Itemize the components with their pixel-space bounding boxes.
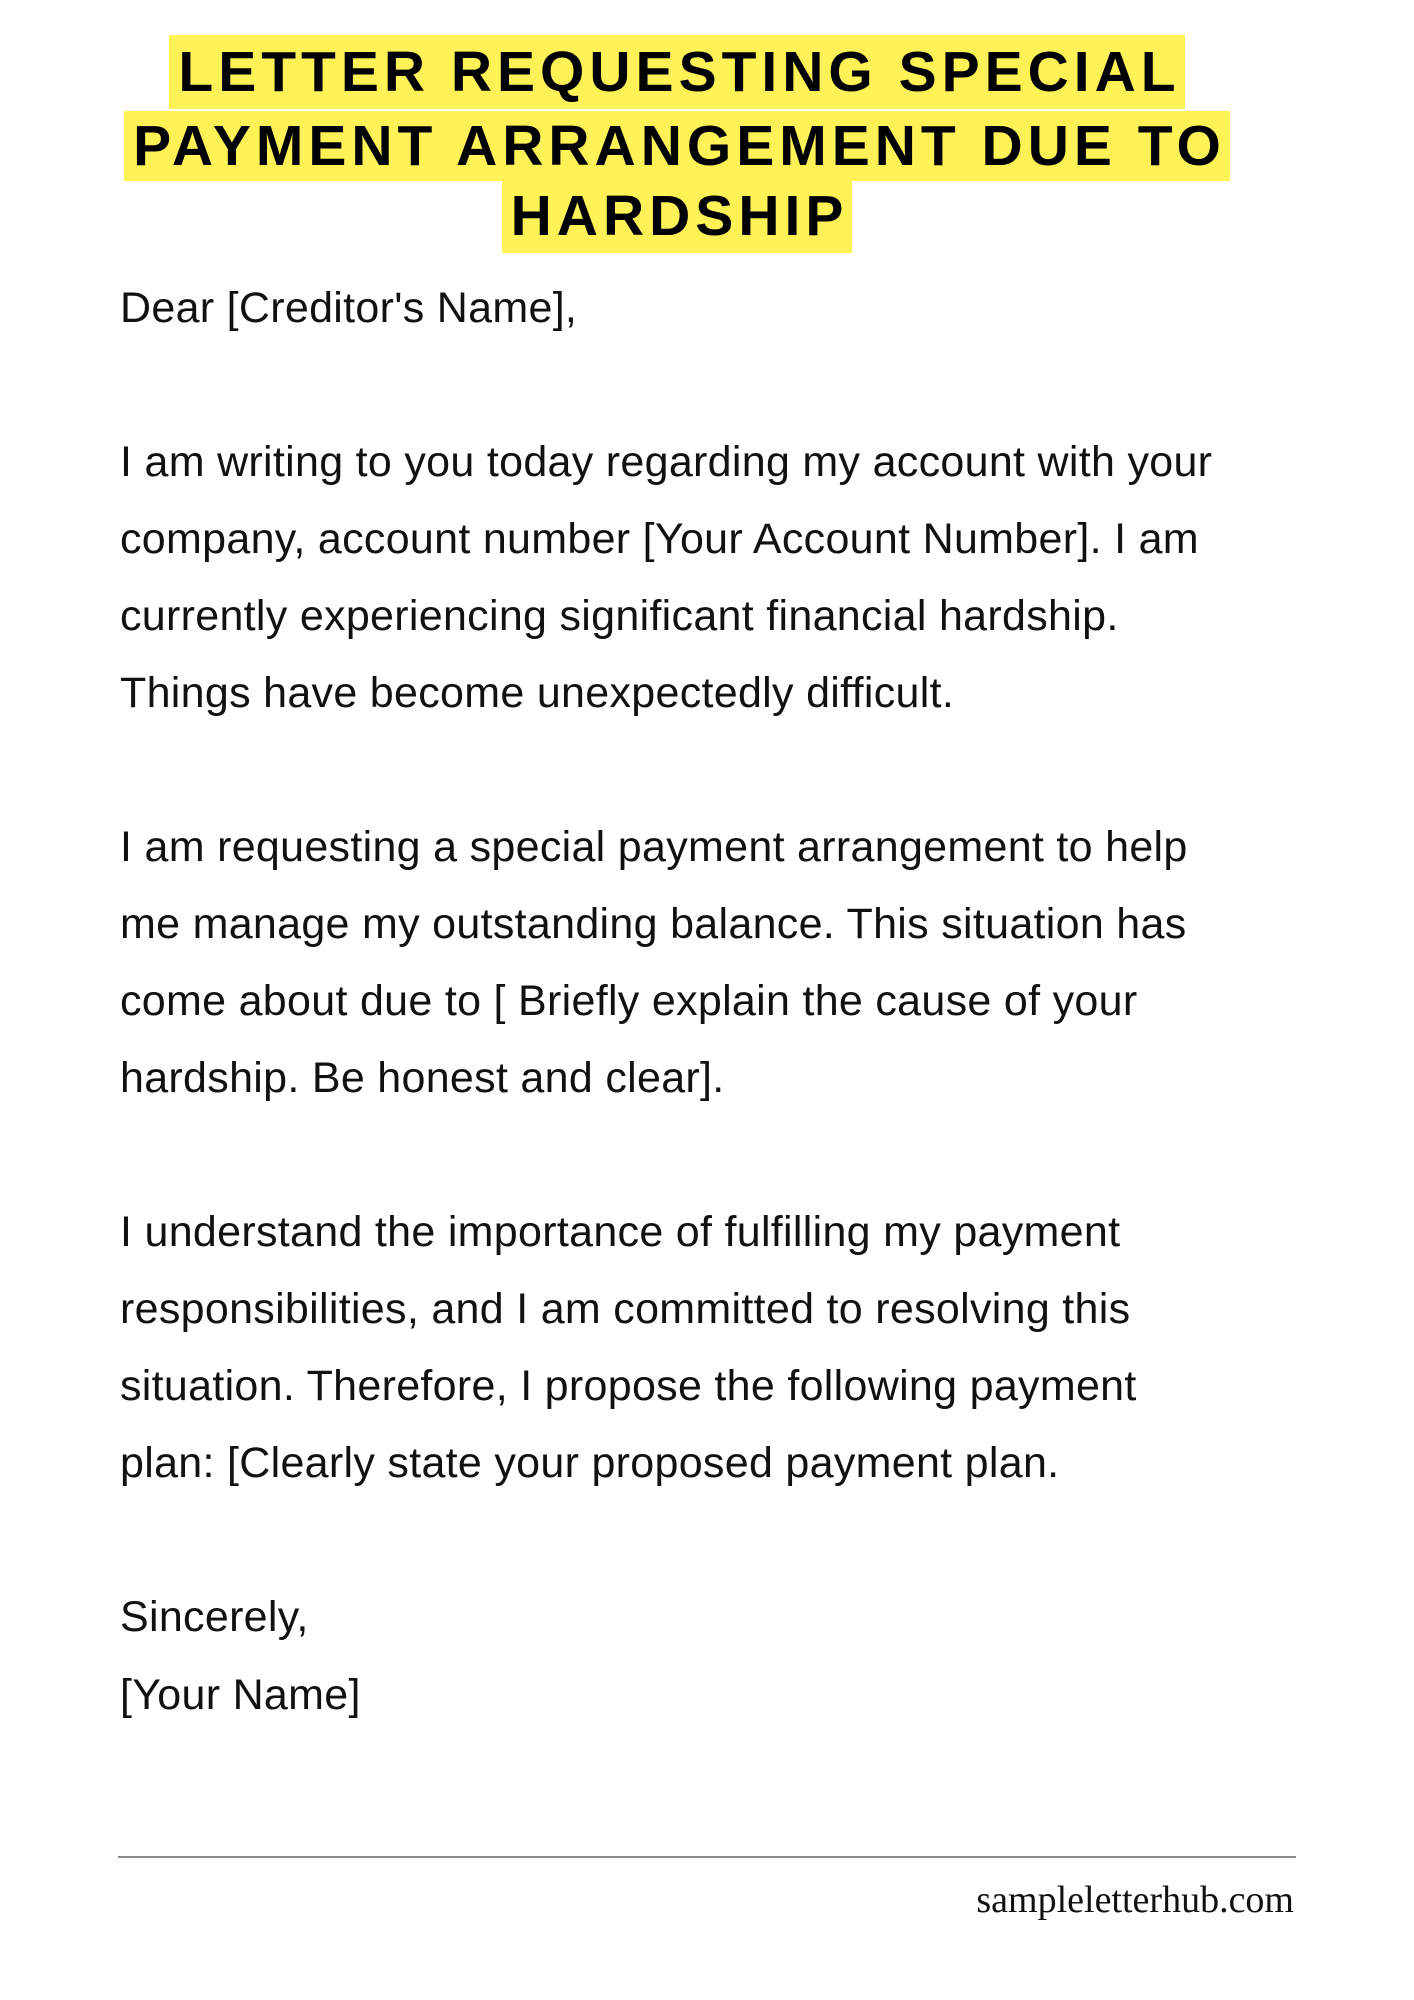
title-highlight: HARDSHIP [502, 179, 853, 253]
paragraph-line: I am writing to you today regarding my account with your [120, 438, 1213, 486]
letter-title [0, 35, 1354, 253]
paragraph-line: hardship. Be honest and clear]. [120, 1054, 725, 1102]
spacer [120, 1502, 1380, 1579]
paragraph-3 [120, 1194, 1380, 1502]
title-highlight: LETTER REQUESTING SPECIAL [169, 35, 1184, 109]
spacer [120, 732, 1380, 809]
paragraph-line: plan: [Clearly state your proposed payment plan. [120, 1439, 1060, 1487]
title-line-2 [0, 109, 1354, 179]
signature-name: [Your Name] [120, 1671, 361, 1719]
footer-website: sampleletterhub.com [976, 1879, 1294, 1921]
spacer [120, 347, 1380, 424]
footer-divider [118, 1856, 1296, 1858]
title-line-1 [0, 35, 1354, 109]
paragraph-line: me manage my outstanding balance. This situation has [120, 900, 1187, 948]
spacer [120, 1117, 1380, 1194]
paragraph-line: Things have become unexpectedly difficult. [120, 669, 955, 717]
title-highlight: PAYMENT ARRANGEMENT DUE TO [124, 111, 1230, 181]
paragraph-line: company, account number [Your Account Number]. I am [120, 515, 1199, 563]
paragraph-line: I understand the importance of fulfilling my payment [120, 1208, 1121, 1256]
closing-block [120, 1579, 1380, 1735]
paragraph-line: currently experiencing significant financial hardship. [120, 592, 1119, 640]
paragraph-line: come about due to [ Briefly explain the cause of your [120, 977, 1138, 1025]
paragraph-1 [120, 424, 1380, 732]
salutation: Dear [Creditor's Name], [120, 284, 578, 332]
closing: Sincerely, [120, 1593, 309, 1641]
paragraph-2 [120, 809, 1380, 1117]
paragraph-line: responsibilities, and I am committed to resolving this [120, 1285, 1131, 1333]
title-line-3 [0, 179, 1354, 253]
paragraph-line: I am requesting a special payment arrangement to help [120, 823, 1188, 871]
paragraph-line: situation. Therefore, I propose the following payment [120, 1362, 1137, 1410]
letter-body [120, 270, 1380, 1735]
